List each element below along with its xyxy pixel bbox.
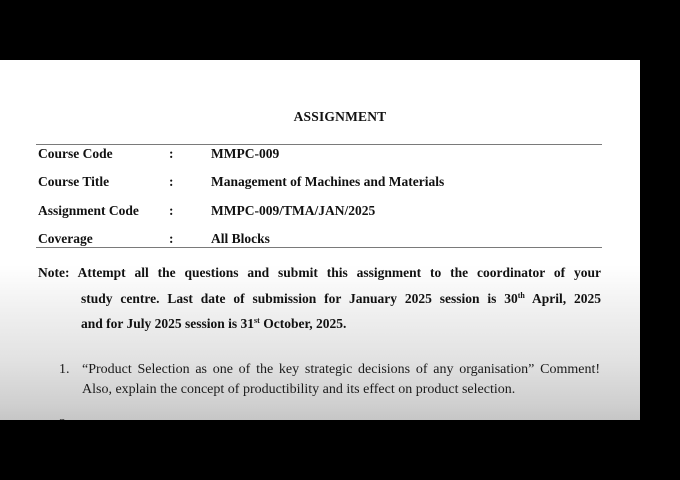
meta-label: Course Code	[38, 146, 113, 161]
meta-separator: :	[169, 231, 174, 246]
question-text: “Product Selection as one of the key strategic decisions of any organisation” Comment! Also, explain the concept of productibility and its effect on product selection.	[82, 362, 600, 397]
meta-value: All Blocks	[211, 231, 270, 246]
letterbox-bottom	[0, 420, 640, 480]
note-line-3: and for July 2025 session is 31st October, 2025.	[81, 316, 347, 331]
submission-note	[38, 260, 601, 337]
meta-separator: :	[169, 203, 174, 218]
meta-label: Coverage	[38, 231, 93, 246]
table-bottom-rule	[36, 247, 602, 248]
meta-value: Management of Machines and Materials	[211, 174, 445, 189]
note-label: Note:	[38, 265, 70, 280]
meta-value: MMPC-009	[211, 146, 280, 161]
document-page	[0, 60, 640, 420]
table-top-rule	[36, 144, 602, 145]
page-title: ASSIGNMENT	[293, 109, 387, 124]
meta-separator: :	[169, 174, 174, 189]
meta-label: Assignment Code	[38, 203, 139, 218]
note-line-2: study centre. Last date of submission for January 2025 session is 30th April, 2025	[81, 290, 601, 306]
question-number: 1.	[59, 362, 70, 377]
note-line-1: Note: Attempt all the questions and submit this assignment to the coordinator of your	[38, 265, 601, 280]
meta-separator: :	[169, 146, 174, 161]
meta-label: Course Title	[38, 174, 110, 189]
letterbox-top	[0, 0, 640, 60]
meta-value: MMPC-009/TMA/JAN/2025	[211, 203, 376, 218]
